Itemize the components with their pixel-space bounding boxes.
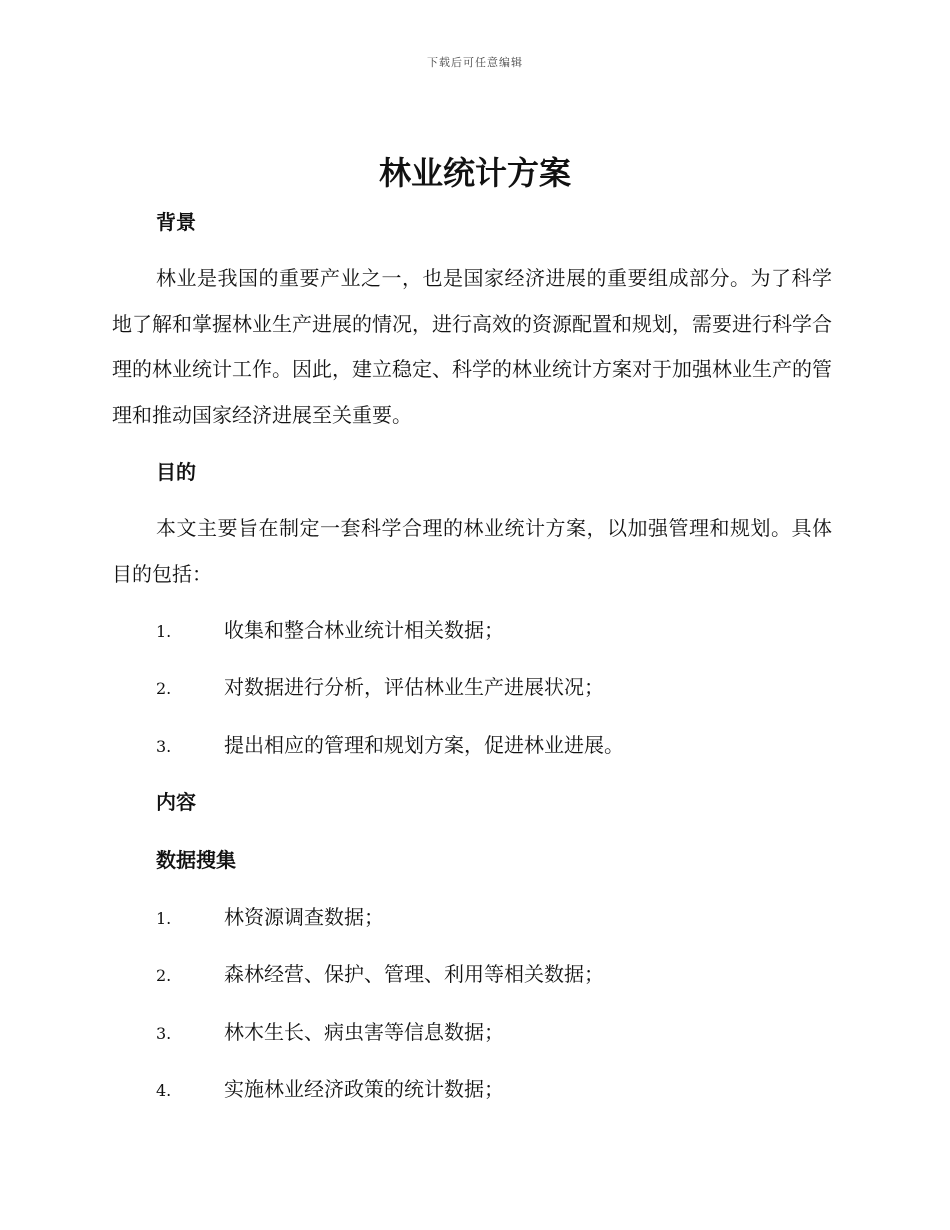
list-number: 2. xyxy=(156,966,172,986)
list-number: 1. xyxy=(156,622,172,641)
section-heading-data-collection: 数据搜集 xyxy=(156,848,236,872)
list-text: 提出相应的管理和规划方案，促进林业进展。 xyxy=(224,732,624,757)
section-heading-purpose: 目的 xyxy=(156,460,196,484)
list-text: 林木生长、病虫害等信息数据； xyxy=(224,1019,504,1044)
list-text: 林资源调查数据； xyxy=(224,905,384,929)
list-text: 森林经营、保护、管理、利用等相关数据； xyxy=(224,962,604,987)
list-number: 2. xyxy=(156,679,172,699)
list-number: 4. xyxy=(156,1080,172,1100)
list-text: 实施林业经济政策的统计数据； xyxy=(224,1076,504,1101)
paragraph-purpose: 本文主要旨在制定一套科学合理的林业统计方案，以加强管理和规划。具体目的包括： xyxy=(112,516,832,586)
list-text: 收集和整合林业统计相关数据； xyxy=(224,618,504,642)
list-number: 3. xyxy=(156,1023,172,1043)
list-text: 对数据进行分析，评估林业生产进展状况； xyxy=(224,675,604,700)
list-number: 1. xyxy=(156,909,172,928)
paragraph-background: 林业是我国的重要产业之一，也是国家经济进展的重要组成部分。为了科学地了解和掌握林业生产进展的情况，进行高效的资源配置和规划，需要进行科学合理的林业统计工作。因此，建立稳定、科学的林业统计方案对于加强林业生产的管理和推动国家经济进展至关重要。 xyxy=(112,266,832,427)
header-note: 下载后可任意编辑 xyxy=(427,56,523,69)
list-number: 3. xyxy=(156,736,172,756)
section-heading-content: 内容 xyxy=(156,790,196,814)
section-heading-background: 背景 xyxy=(156,210,196,234)
document-title: 林业统计方案 xyxy=(378,154,571,192)
